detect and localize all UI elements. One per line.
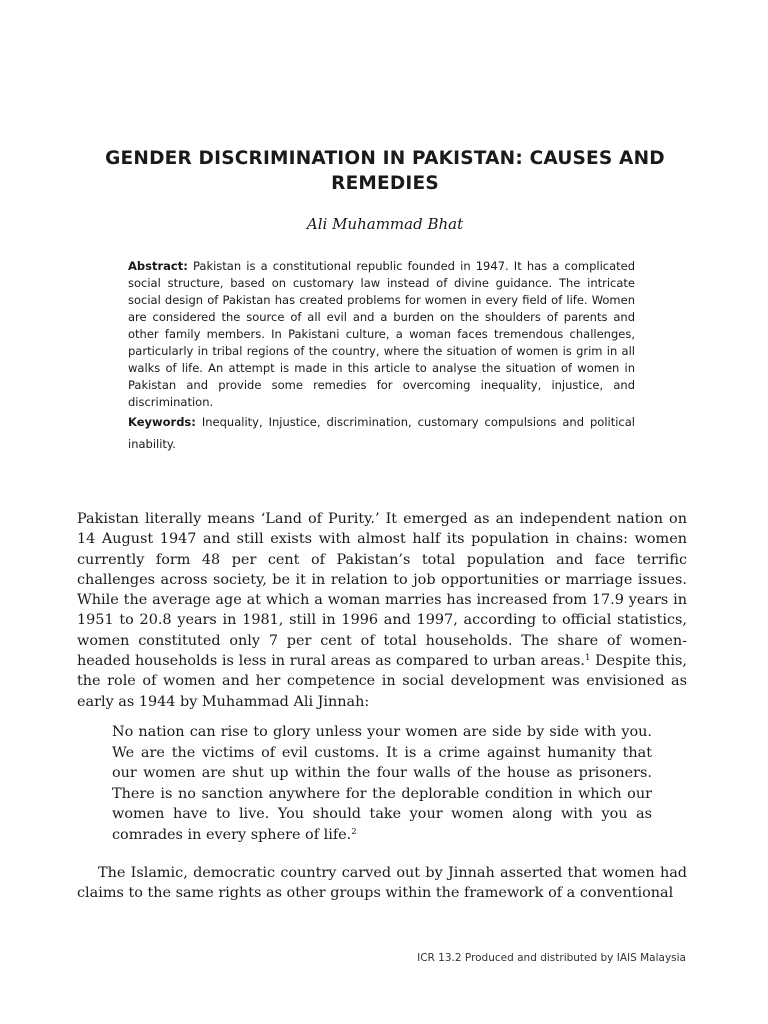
page-footer: ICR 13.2 Produced and distributed by IAIS Malaysia xyxy=(417,952,686,964)
body-paragraph-2: The Islamic, democratic country carved out by Jinnah asserted that women had claims to the same rights as other groups within the framework of a conventional xyxy=(77,865,687,902)
block-quote xyxy=(112,722,652,845)
keywords-label: Keywords: xyxy=(128,415,196,429)
footnote-ref-1: 1 xyxy=(585,653,591,664)
quote-text: No nation can rise to glory unless your women are side by side with you. We are the victims of evil customs. It is a crime against humanity that our women are shut up within the four walls of the house as prisoners. There is no sanction anywhere for the deplorable condition in which our women have to live. You should take your women along with you as comrades in every sphere of life. xyxy=(112,724,652,843)
paragraph-1-continuation: Despite this, the role of women and her competence in social development was envisioned as early as 1944 by Muhammad Ali Jinnah: xyxy=(77,653,687,710)
abstract-text: Pakistan is a constitutional republic founded in 1947. It has a complicated social structure, based on customary law instead of divine guidance. The intricate social design of Pakistan has created problems for women in every field of life. Women are considered the source of all evil and a burden on the shoulders of parents and other family members. In Pakistani culture, a woman faces tremendous challenges, particularly in tribal regions of the country, where the situation of women is grim in all walks of life. An attempt is made in this article to analyse the situation of women in Pakistan and provide some remedies for overcoming inequality, injustice, and discrimination. xyxy=(128,259,636,409)
keywords-paragraph xyxy=(128,411,635,455)
keywords-text: Inequality, Injustice, discrimination, customary compulsions and political inability. xyxy=(128,415,635,451)
article-title: GENDER DISCRIMINATION IN PAKISTAN: CAUSES AND REMEDIES xyxy=(105,148,665,194)
body-paragraph-1 xyxy=(77,509,687,712)
abstract-label: Abstract: xyxy=(128,259,188,273)
paragraph-1-text: Pakistan literally means ‘Land of Purity.’ It emerged as an independent nation on 14 August 1947 and still exists with almost half its population in chains: women currently form 48 per cent of Pakistan’s total population and face terrific challenges across society, be it in relation to job opportunities or marriage issues. While the average age at which a woman marries has increased from 17.9 years in 1951 to 20.8 years in 1981, still in 1996 and 1997, according to official statistics, women constituted only 7 per cent of total households. The share of women-headed households is less in rural areas as compared to urban areas. xyxy=(77,511,687,670)
abstract-block xyxy=(128,258,635,455)
footnote-ref-2: 2 xyxy=(351,826,357,837)
abstract-paragraph xyxy=(128,258,635,411)
author-name: Ali Muhammad Bhat xyxy=(306,215,464,233)
